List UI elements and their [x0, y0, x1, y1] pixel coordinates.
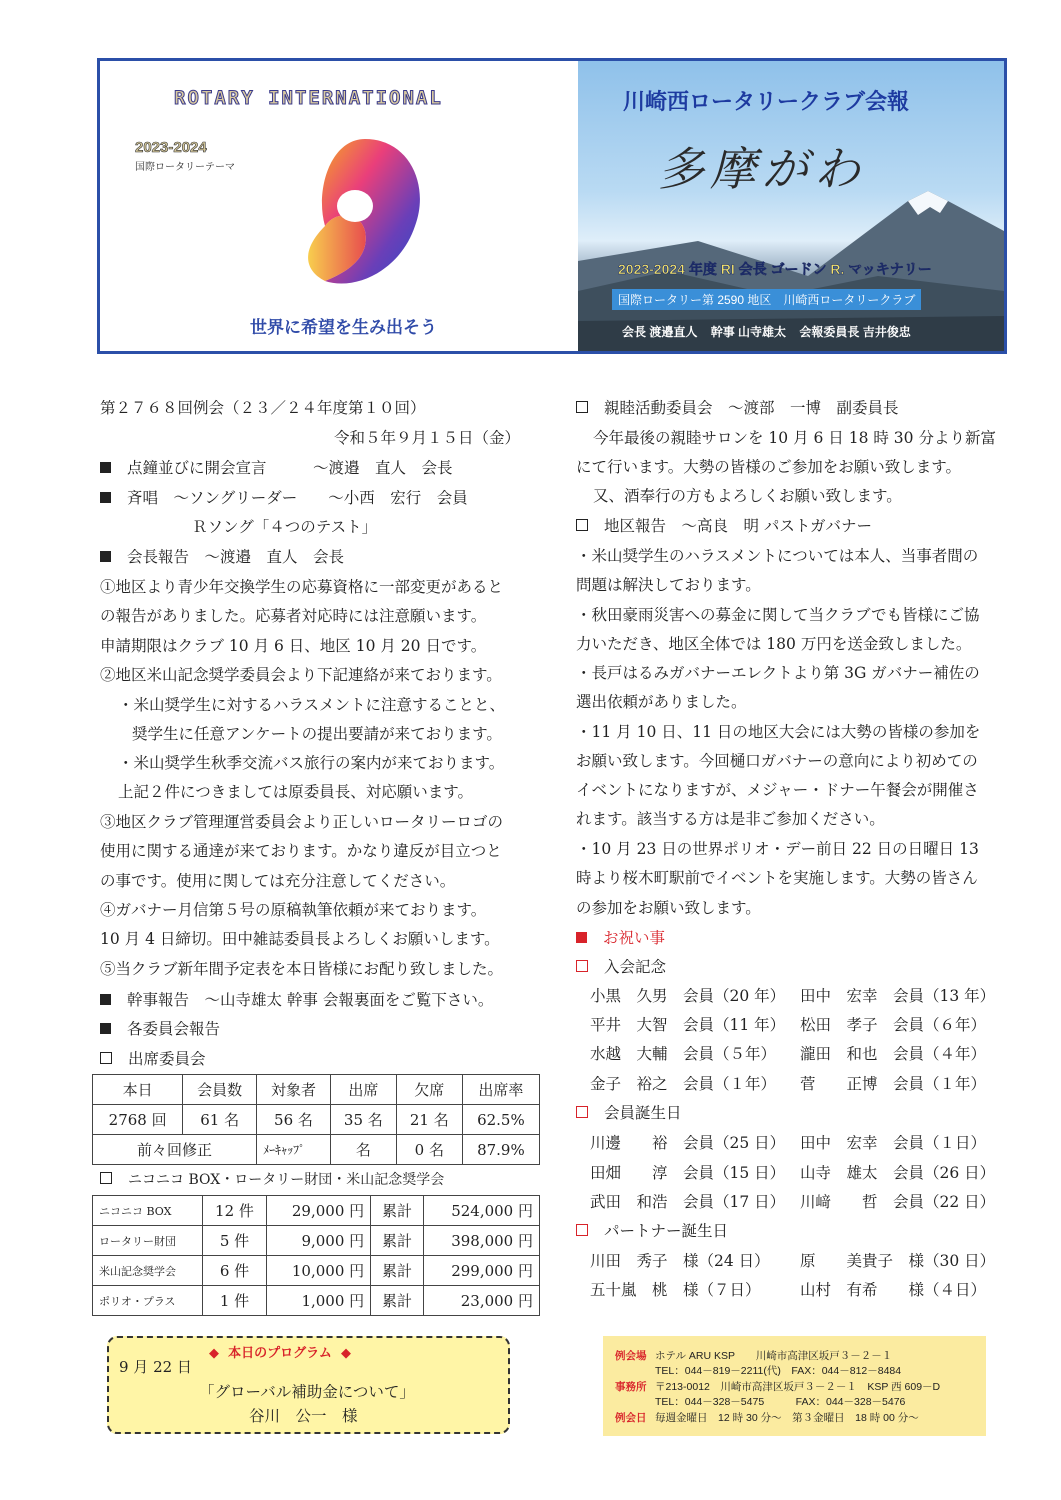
list-item: 川﨑 哲 会員（22 日）: [800, 1193, 996, 1211]
table-cell: 61 名: [183, 1105, 257, 1135]
report-text: ・米山奨学生秋季交流バス旅行の案内が来ております。: [118, 754, 505, 772]
report-text: ⑤当クラブ新年間予定表を本日皆様にお配り致しました。: [100, 960, 504, 978]
song-item: 斉唱 ～ソングリーダー ～小西 宏行 会員: [100, 488, 468, 508]
checkbox-bullet-icon: [576, 960, 588, 972]
meeting-day-row: 例会日 毎週金曜日 12 時 30 分～ 第３金曜日 18 時 00 分～: [615, 1412, 919, 1424]
report-text: 使用に関する通達が来ております。かなり違反が目立つと: [100, 842, 502, 860]
song-title: Ｒソング「４つのテスト」: [192, 518, 378, 536]
diamond-icon: ◆: [209, 1346, 219, 1361]
list-item: 田中 宏幸 会員（13 年）: [800, 987, 996, 1005]
report-text: 問題は解決しております。: [576, 576, 761, 594]
report-text: ④ガバナー月信第５号の原稿執筆依頼が来ております。: [100, 901, 487, 919]
table-cell: 累計: [371, 1226, 424, 1256]
report-text: ・秋田豪雨災害への募金に関して当クラブでも皆様にご協: [576, 606, 980, 624]
donations-table: [92, 1195, 540, 1316]
district-report-heading: 地区報告 ～高良 明 パストガバナー: [576, 516, 872, 536]
report-text: ・10 月 23 日の世界ポリオ・デー前日 22 日の日曜日 13: [576, 840, 979, 858]
theme-label: 国際ロータリーテーマ: [135, 162, 235, 173]
table-cell: 299,000 円: [423, 1256, 539, 1286]
table-cell: 10,000 円: [266, 1256, 370, 1286]
program-speaker: 谷川 公一 様: [249, 1407, 358, 1425]
list-item: 松田 孝子 会員（６年）: [800, 1016, 987, 1034]
square-bullet-icon: [576, 932, 587, 943]
table-header: 本日: [93, 1075, 183, 1105]
checkbox-bullet-icon: [100, 1052, 112, 1064]
table-cell: 12 件: [203, 1196, 267, 1226]
list-item: 菅 正博 会員（１年）: [800, 1075, 987, 1093]
officer-editor: 会報委員長 吉井俊忠: [799, 325, 911, 339]
attendance-table: [92, 1074, 540, 1165]
table-cell: 56 名: [257, 1105, 331, 1135]
club-info-box: [603, 1336, 986, 1436]
table-cell: 累計: [371, 1256, 424, 1286]
report-text: ①地区より青少年交換学生の応募資格に一部変更があると: [100, 578, 504, 596]
table-header: 出席率: [462, 1075, 539, 1105]
meeting-date: 令和５年９月１５日（金）: [334, 429, 521, 447]
venue-row: 例会場 ホテル ARU KSP 川崎市高津区坂戸３－２－１: [615, 1350, 893, 1362]
report-text: にて行います。大勢の皆様のご参加をお願い致します。: [576, 458, 962, 476]
attendance-heading: 出席委員会: [100, 1049, 206, 1069]
list-item: 原 美貴子 様（30 日）: [800, 1252, 996, 1270]
report-text: 10 月 4 日締切。田中雑誌委員長よろしくお願いします。: [100, 930, 500, 948]
table-cell: ﾒｰｷｬｯﾌﾟ: [257, 1135, 331, 1165]
table-row: [93, 1286, 540, 1316]
bulletin-title: 川崎西ロータリークラブ会報: [623, 89, 910, 114]
list-item: 山村 有希 様（４日）: [800, 1281, 987, 1299]
list-item: 平井 大智 会員（11 年）: [590, 1016, 786, 1034]
president-report-heading: 会長報告 ～渡邉 直人 会長: [100, 547, 344, 567]
celebration-heading: お祝い事: [576, 928, 665, 948]
report-text: の報告がありました。応募者対応時には注意願います。: [100, 607, 487, 625]
square-bullet-icon: [100, 994, 111, 1005]
list-item: 小黒 久男 会員（20 年）: [590, 987, 786, 1005]
table-cell: 87.9%: [462, 1135, 539, 1165]
list-item: 五十嵐 桃 様（７日）: [590, 1281, 761, 1299]
list-item: 山寺 雄太 会員（26 日）: [800, 1164, 996, 1182]
table-cell: 29,000 円: [266, 1196, 370, 1226]
table-cell: 35 名: [330, 1105, 396, 1135]
list-item: 川邊 裕 会員（25 日）: [590, 1134, 786, 1152]
report-text: お願い致します。今回樋口ガバナーの意向により初めての: [576, 752, 978, 770]
office-tel: TEL：044－328－5475 FAX：044－328－5476: [655, 1396, 906, 1408]
list-item: 水越 大輔 会員（５年）: [590, 1045, 777, 1063]
newsletter-header: [97, 58, 1007, 354]
checkbox-bullet-icon: [576, 1224, 588, 1236]
report-text: 上記２件につきましては原委員長、対応願います。: [118, 783, 473, 801]
calligraphy-title: 多摩がわ: [658, 142, 866, 196]
table-row: [93, 1226, 540, 1256]
table-cell: 5 件: [203, 1226, 267, 1256]
report-text: ・米山奨学生に対するハラスメントに注意することと、: [118, 696, 506, 714]
table-cell: 398,000 円: [423, 1226, 539, 1256]
checkbox-bullet-icon: [100, 1172, 112, 1184]
list-item: 武田 和浩 会員（17 日）: [590, 1193, 786, 1211]
table-header: 会員数: [183, 1075, 257, 1105]
table-cell: ポリオ・プラス: [93, 1286, 203, 1316]
nico-heading: ニコニコ BOX・ロータリー財団・米山記念奨学会: [100, 1170, 444, 1190]
checkbox-bullet-icon: [576, 1106, 588, 1118]
table-cell: 米山記念奨学会: [93, 1256, 203, 1286]
list-item: 田中 宏幸 会員（１日）: [800, 1134, 987, 1152]
birthday-heading: 会員誕生日: [576, 1103, 682, 1123]
report-text: ・米山奨学生のハラスメントについては本人、当事者間の: [576, 547, 979, 565]
list-item: 田畑 淳 会員（15 日）: [590, 1164, 786, 1182]
program-box: [107, 1336, 510, 1434]
report-text: 選出依頼がありました。: [576, 693, 747, 711]
rotary-theme-logo-icon: [295, 131, 435, 301]
office-row: 事務所 〒213-0012 川崎市高津区坂戸３－２－１ KSP 西 609－D: [615, 1381, 941, 1393]
table-cell: 9,000 円: [266, 1226, 370, 1256]
checkbox-bullet-icon: [576, 519, 588, 531]
header-right-panel: [578, 61, 1004, 351]
square-bullet-icon: [100, 1023, 111, 1034]
program-title: 「グローバル補助金について」: [199, 1383, 415, 1401]
meeting-number: 第２７６８回例会（２３／２４年度第１０回）: [100, 399, 426, 417]
report-text: 申請期限はクラブ 10 月 6 日、地区 10 月 20 日です。: [100, 637, 487, 655]
table-row: [93, 1105, 540, 1135]
program-header: ◆ 本日のプログラム ◆: [209, 1346, 351, 1361]
header-left-panel: [100, 61, 578, 351]
table-cell: 23,000 円: [423, 1286, 539, 1316]
square-bullet-icon: [100, 492, 111, 503]
table-cell: 0 名: [396, 1135, 462, 1165]
table-cell: ニコニコ BOX: [93, 1196, 203, 1226]
list-item: 金子 裕之 会員（１年）: [590, 1075, 777, 1093]
committees-heading: 各委員会報告: [100, 1019, 220, 1039]
table-header: 対象者: [257, 1075, 331, 1105]
report-text: 奨学生に任意アンケートの提出要請が来ております。: [132, 725, 502, 743]
report-text: の事です。使用に関しては充分注意してください。: [100, 872, 456, 890]
report-text: の参加をお願い致します。: [576, 899, 761, 917]
join-anniversary-heading: 入会記念: [576, 957, 666, 977]
square-bullet-icon: [100, 551, 111, 562]
report-text: ③地区クラブ管理運営委員会より正しいロータリーロゴの: [100, 813, 504, 831]
report-text: 今年最後の親睦サロンを 10 月 6 日 18 時 30 分より新富: [593, 429, 996, 447]
report-text: イベントになりますが、メジャー・ドナー午餐会が開催さ: [576, 781, 979, 799]
opening-item: 点鐘並びに開会宣言 ～渡邉 直人 会長: [100, 458, 453, 478]
district-label: 国際ロータリー第 2590 地区 川崎西ロータリークラブ: [612, 289, 921, 310]
table-cell: 6 件: [203, 1256, 267, 1286]
diamond-icon: ◆: [341, 1346, 351, 1361]
table-cell: ロータリー財団: [93, 1226, 203, 1256]
table-cell: 2768 回: [93, 1105, 183, 1135]
table-header: 欠席: [396, 1075, 462, 1105]
partner-birthday-heading: パートナー誕生日: [576, 1221, 728, 1241]
report-text: 又、酒奉行の方もよろしくお願い致します。: [593, 487, 902, 505]
secretary-report: 幹事報告 ～山寺雄太 幹事 会報裏面をご覧下さい。: [100, 990, 493, 1010]
table-cell: 累計: [371, 1196, 424, 1226]
venue-tel: TEL：044－819－2211(代) FAX：044－812－8484: [655, 1365, 902, 1377]
program-date: 9 月 22 日: [119, 1358, 192, 1376]
report-text: ・長戸はるみガバナーエレクトより第 3G ガバナー補佐の: [576, 664, 980, 682]
ri-title: ROTARY INTERNATIONAL: [174, 87, 443, 109]
table-cell: 21 名: [396, 1105, 462, 1135]
list-item: 川田 秀子 様（24 日）: [590, 1252, 770, 1270]
ri-president: 2023-2024 年度 RI 会長 ゴードン R. マッキナリー: [618, 261, 932, 277]
table-row: [93, 1135, 540, 1165]
theme-year: 2023-2024: [135, 139, 207, 156]
officers: [622, 323, 921, 340]
table-row: [93, 1075, 540, 1105]
table-cell: 名: [330, 1135, 396, 1165]
table-cell: 1 件: [203, 1286, 267, 1316]
table-row: [93, 1196, 540, 1226]
officer-secretary: 幹事 山寺雄太: [710, 325, 787, 339]
table-cell: 1,000 円: [266, 1286, 370, 1316]
table-cell: 524,000 円: [423, 1196, 539, 1226]
social-committee-heading: 親睦活動委員会 ～渡部 一博 副委員長: [576, 398, 899, 418]
square-bullet-icon: [100, 462, 111, 473]
report-text: ②地区米山記念奨学委員会より下記連絡が来ております。: [100, 666, 502, 684]
theme-slogan: 世界に希望を生み出そう: [250, 318, 437, 337]
table-header: 出席: [330, 1075, 396, 1105]
table-cell: 62.5%: [462, 1105, 539, 1135]
table-cell: 前々回修正: [93, 1135, 257, 1165]
officer-president: 会長 渡邉直人: [622, 325, 698, 339]
table-cell: 累計: [371, 1286, 424, 1316]
checkbox-bullet-icon: [576, 401, 588, 413]
report-text: 時より桜木町駅前でイベントを実施します。大勢の皆さん: [576, 869, 978, 887]
report-text: 力いただき、地区全体では 180 万円を送金致しました。: [576, 635, 972, 653]
table-row: [93, 1256, 540, 1286]
report-text: れます。該当する方は是非ご参加ください。: [576, 810, 885, 828]
report-text: ・11 月 10 日、11 日の地区大会には大勢の皆様の参加を: [576, 723, 981, 741]
list-item: 瀧田 和也 会員（４年）: [800, 1045, 987, 1063]
